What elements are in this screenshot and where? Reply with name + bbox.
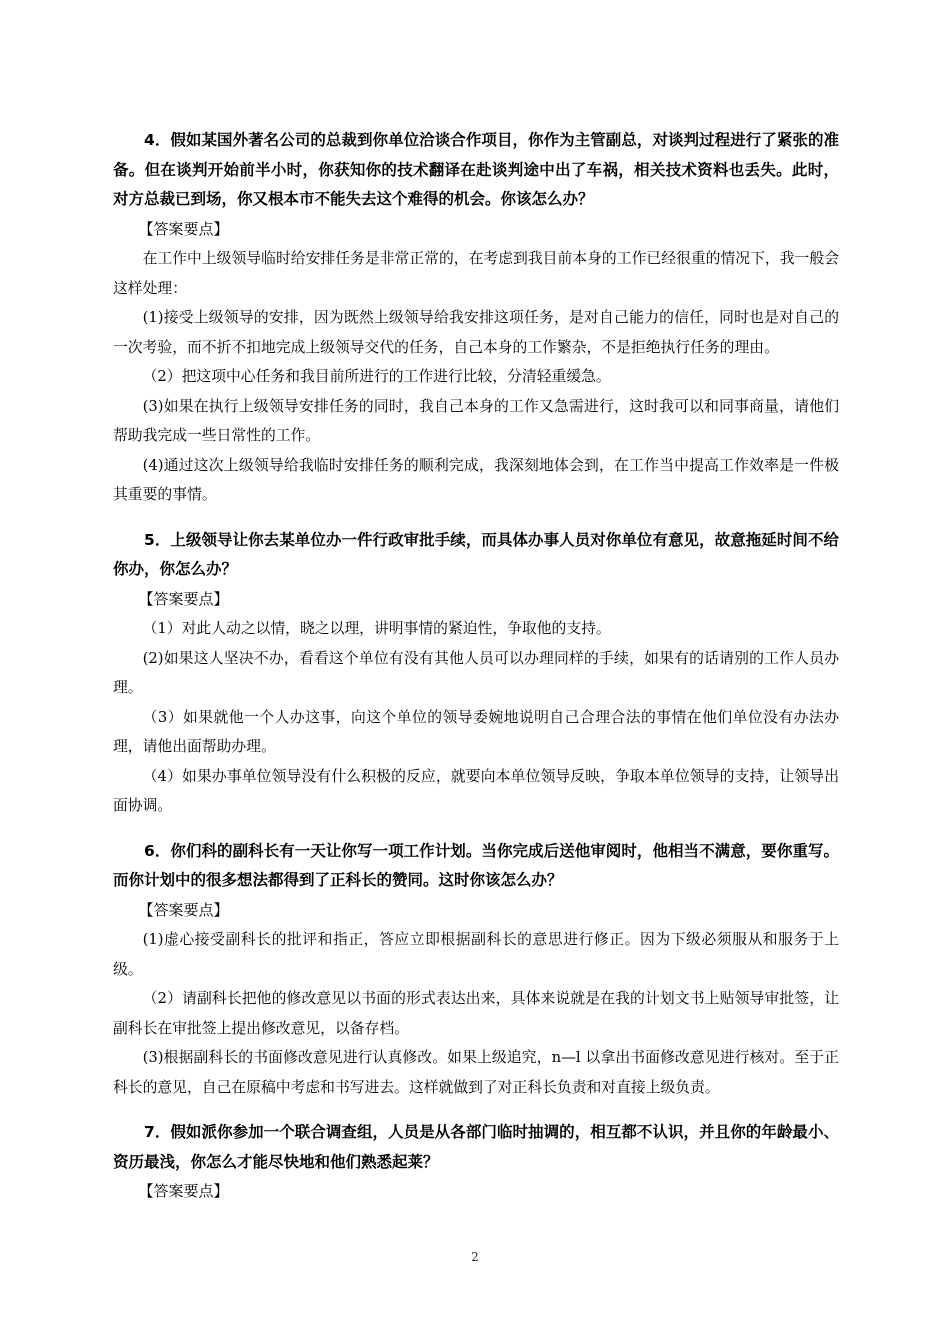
question-section-5: [113, 526, 839, 821]
page-content: [113, 126, 839, 1223]
answer-paragraph: （1）对此人动之以情，晓之以理，讲明事情的紧迫性，争取他的支持。: [142, 620, 611, 637]
question-section-6: [113, 837, 839, 1103]
answer-paragraph: （2）把这项中心任务和我目前所进行的工作进行比较，分清轻重缓急。: [142, 368, 611, 385]
answer-paragraph: (1)虚心接受副科长的批评和指正，答应立即根据副科长的意思进行修正。因为下级必须服从和服务于上级。: [113, 931, 839, 978]
question-section-7: [113, 1118, 839, 1207]
question-heading: 6．你们科的副科长有一天让你写一项工作计划。当你完成后送他审阅时，他相当不满意，要你重写。而你计划中的很多想法都得到了正科长的赞同。这时你该怎么办？: [113, 841, 839, 889]
answer-paragraph: 在工作中上级领导临时给安排任务是非常正常的，在考虑到我目前本身的工作已经很重的情况下，我一般会这样处理：: [113, 250, 839, 297]
question-heading: 5．上级领导让你去某单位办一件行政审批手续，而具体办事人员对你单位有意见，故意拖延时间不给你办，你怎么办？: [113, 530, 839, 578]
question-section-4: [113, 126, 839, 510]
answer-label: 【答案要点】: [138, 1182, 229, 1200]
answer-paragraph: （2）请副科长把他的修改意见以书面的形式表达出来，具体来说就是在我的计划文书上贴领导审批签，让副科长在审批签上提出修改意见，以备存档。: [113, 990, 839, 1037]
answer-label: 【答案要点】: [138, 219, 229, 238]
answer-label: 【答案要点】: [138, 589, 229, 608]
page-number: 2: [471, 1250, 479, 1264]
question-heading: 7．假如派你参加一个联合调查组，人员是从各部门临时抽调的，相互都不认识，并且你的年龄最小、资历最浅，你怎么才能尽快地和他们熟悉起莱？: [113, 1123, 839, 1171]
answer-paragraph: （4）如果办事单位领导没有什么积极的反应，就要向本单位领导反映，争取本单位领导的支持，让领导出面协调。: [113, 767, 839, 814]
answer-paragraph: （3）如果就他一个人办这事，向这个单位的领导委婉地说明自己合理合法的事情在他们单位没有办法办理，请他出面帮助办理。: [113, 708, 839, 755]
question-heading: 4．假如某国外著名公司的总裁到你单位洽谈合作项目，你作为主管副总，对谈判过程进行了紧张的准备。但在谈判开始前半小时，你获知你的技术翻译在赴谈判途中出了车祸，相关技术资料也丢失。此时，对方总裁已到场，你又根本市不能失去这个难得的机会。你该怎么办？: [113, 131, 839, 208]
answer-paragraph: (4)通过这次上级领导给我临时安排任务的顺利完成，我深刻地体会到，在工作当中提高工作效率是一件极其重要的事情。: [113, 456, 839, 503]
answer-paragraph: (3)根据副科长的书面修改意见进行认真修改。如果上级追究，n—l 以拿出书面修改意见进行核对。至于正科长的意见，自己在原稿中考虑和书写进去。这样就做到了对正科长负责和对直接上级负责。: [113, 1049, 839, 1096]
answer-paragraph: (3)如果在执行上级领导安排任务的同时，我自己本身的工作又急需进行，这时我可以和同事商量，请他们帮助我完成一些日常性的工作。: [113, 397, 839, 444]
answer-label: 【答案要点】: [138, 900, 229, 919]
answer-paragraph: (1)接受上级领导的安排，因为既然上级领导给我安排这项任务，是对自己能力的信任，同时也是对自己的一次考验，而不折不扣地完成上级领导交代的任务，自己本身的工作繁杂，不是拒绝执行任务的理由。: [113, 309, 839, 356]
answer-paragraph: (2)如果这人坚决不办，看看这个单位有没有其他人员可以办理同样的手续，如果有的话请别的工作人员办理。: [113, 649, 839, 696]
